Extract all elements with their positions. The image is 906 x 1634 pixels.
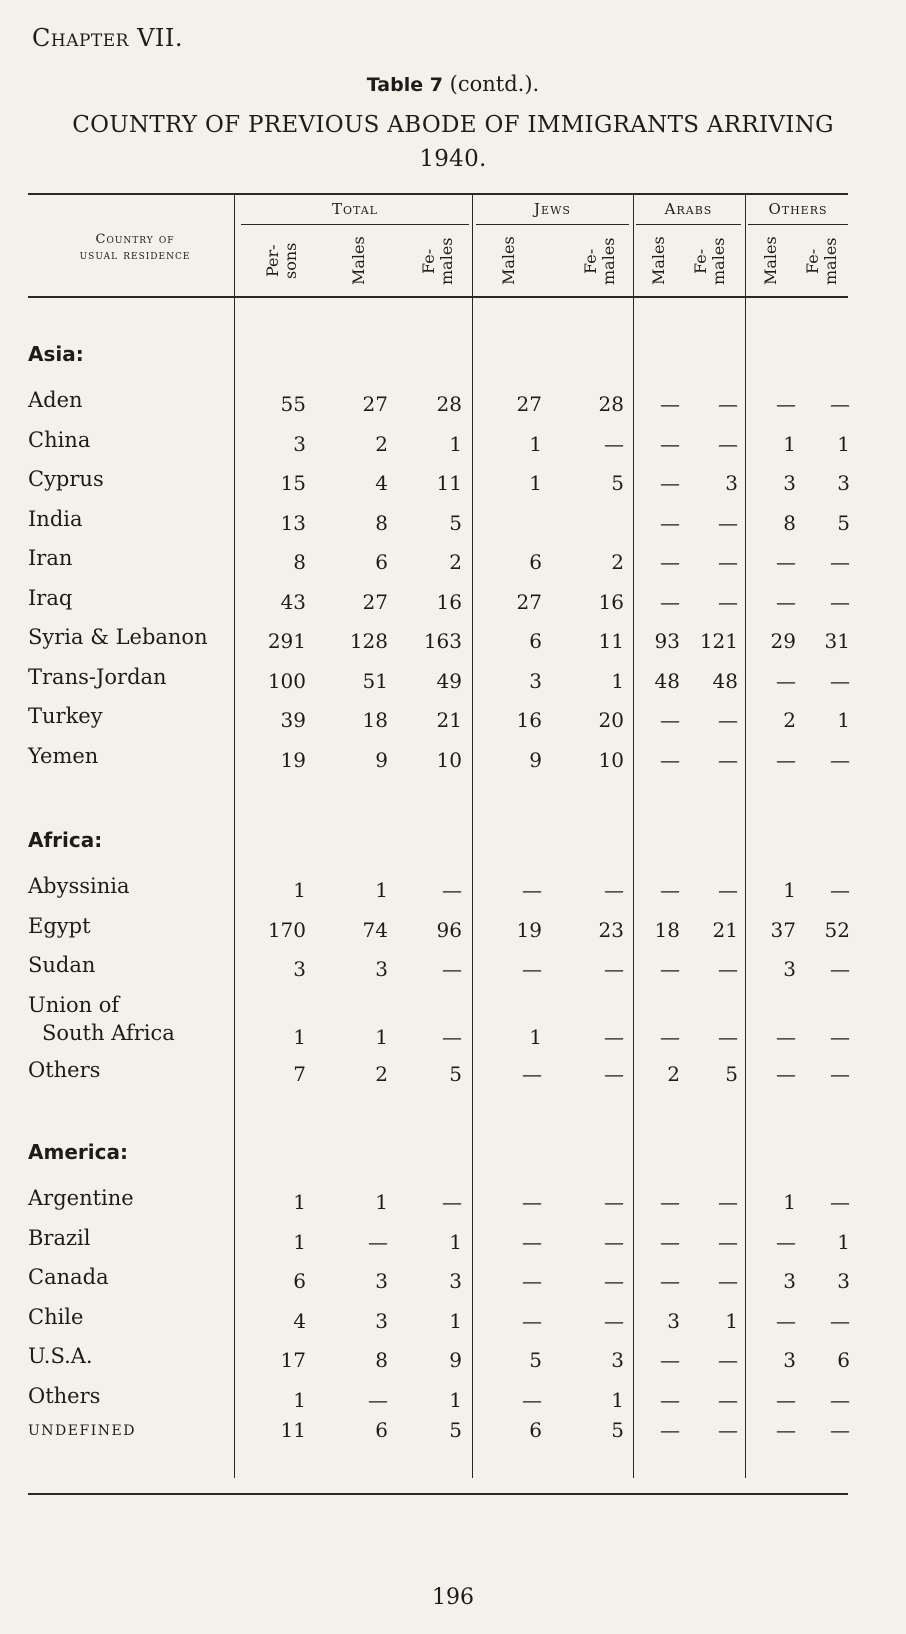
cell-persons: 1 xyxy=(293,1024,306,1049)
cell-total-males: 6 xyxy=(375,550,388,574)
cell-total-males: 2 xyxy=(375,1061,388,1086)
cell-arabs-females: — xyxy=(718,431,738,456)
cell-persons: 39 xyxy=(280,708,306,732)
cell-jews-males: 1 xyxy=(529,471,542,495)
cell-arabs-males: — xyxy=(660,1418,680,1442)
cell-jews-males: 9 xyxy=(529,747,542,772)
column-divider-jews xyxy=(472,195,473,1478)
cell-persons: 170 xyxy=(267,917,306,942)
group-header-total: Total xyxy=(331,200,378,218)
row-label: Trans-Jordan xyxy=(28,664,167,689)
cell-total-males: 27 xyxy=(362,589,388,614)
cell-total-females: 5 xyxy=(449,510,462,535)
cell-total-females: 2 xyxy=(449,550,462,574)
cell-others-females: 1 xyxy=(837,1229,850,1254)
table-top-rule xyxy=(28,193,848,195)
cell-jews-females: 28 xyxy=(598,392,624,416)
col-arabs-males: Males xyxy=(649,236,668,286)
cell-jews-females: 1 xyxy=(611,1387,624,1412)
cell-others-females: — xyxy=(830,1024,850,1049)
country-header-line-1: Country of xyxy=(95,232,175,247)
cell-jews-males: 16 xyxy=(516,708,542,732)
cell-total-males: 8 xyxy=(375,510,388,535)
cell-arabs-females: 5 xyxy=(725,1061,738,1086)
cell-arabs-females: — xyxy=(718,550,738,574)
cell-arabs-males: — xyxy=(660,1024,680,1049)
cell-jews-males: — xyxy=(522,957,542,981)
cell-jews-males: — xyxy=(522,1229,542,1254)
cell-others-females: — xyxy=(830,1190,850,1214)
cell-persons: 11 xyxy=(280,1418,306,1442)
cell-total-males: 1 xyxy=(375,1190,388,1214)
cell-jews-males: 27 xyxy=(516,392,542,416)
col-total-females xyxy=(420,232,460,290)
cell-others-females: 5 xyxy=(837,510,850,535)
group-header-jews: Jews xyxy=(534,200,571,218)
column-divider-country xyxy=(234,195,235,1478)
cell-persons: 1 xyxy=(293,1190,306,1214)
cell-persons: 1 xyxy=(293,1229,306,1254)
row-label: Chile xyxy=(28,1304,84,1329)
cell-arabs-males: — xyxy=(660,1229,680,1254)
header-bottom-rule xyxy=(28,296,848,298)
cell-arabs-males: — xyxy=(660,392,680,416)
cell-jews-females: — xyxy=(604,957,624,981)
row-label: Iran xyxy=(28,546,73,570)
col-jews-females-line-1: Fe- xyxy=(581,248,600,274)
cell-jews-males: 1 xyxy=(529,431,542,456)
cell-others-males: — xyxy=(776,550,796,574)
cell-others-males: — xyxy=(776,1418,796,1442)
cell-persons: 6 xyxy=(293,1269,306,1293)
cell-total-females: 9 xyxy=(449,1348,462,1372)
group-header-underline-arabs xyxy=(636,224,741,225)
cell-total-males: 1 xyxy=(375,878,388,902)
cell-arabs-males: 18 xyxy=(654,917,680,942)
cell-persons: 291 xyxy=(267,629,306,653)
cell-jews-males: — xyxy=(522,1190,542,1214)
row-label: India xyxy=(28,506,83,531)
cell-jews-females: 11 xyxy=(598,629,624,653)
cell-persons: 1 xyxy=(293,1387,306,1412)
row-label: Syria & Lebanon xyxy=(28,625,208,649)
cell-jews-males: 6 xyxy=(529,550,542,574)
cell-others-males: 2 xyxy=(783,708,796,732)
cell-arabs-females: — xyxy=(718,747,738,772)
cell-total-males: 2 xyxy=(375,431,388,456)
group-header-arabs: Arabs xyxy=(664,200,713,218)
cell-others-males: 3 xyxy=(783,1348,796,1372)
section-heading: Africa: xyxy=(28,828,103,852)
cell-total-females: 49 xyxy=(436,668,462,693)
table-label xyxy=(0,72,906,96)
cell-persons: 15 xyxy=(280,471,306,495)
cell-arabs-males: — xyxy=(660,510,680,535)
cell-others-females: — xyxy=(830,1308,850,1333)
cell-jews-females: — xyxy=(604,431,624,456)
cell-arabs-males: — xyxy=(660,431,680,456)
cell-persons: 13 xyxy=(280,510,306,535)
cell-arabs-females: — xyxy=(718,589,738,614)
cell-jews-males: 27 xyxy=(516,589,542,614)
cell-arabs-males: — xyxy=(660,747,680,772)
cell-jews-females: 10 xyxy=(598,747,624,772)
cell-others-males: 3 xyxy=(783,957,796,981)
cell-total-females: 1 xyxy=(449,1308,462,1333)
cell-total-females: 28 xyxy=(436,392,462,416)
group-header-underline-others xyxy=(748,224,848,225)
cell-persons: 8 xyxy=(293,550,306,574)
cell-jews-males: 19 xyxy=(516,917,542,942)
page-number: 196 xyxy=(432,1585,474,1610)
cell-persons: 55 xyxy=(280,392,306,416)
col-arabs-females xyxy=(692,232,732,290)
cell-arabs-males: — xyxy=(660,878,680,902)
row-label: Brazil xyxy=(28,1225,91,1250)
cell-others-females: 1 xyxy=(837,431,850,456)
cell-jews-males: — xyxy=(522,1308,542,1333)
cell-total-males: 8 xyxy=(375,1348,388,1372)
cell-others-males: 29 xyxy=(770,629,796,653)
cell-others-males: — xyxy=(776,589,796,614)
cell-total-females: 1 xyxy=(449,1387,462,1412)
cell-total-males: — xyxy=(368,1229,388,1254)
row-label: U.S.A. xyxy=(28,1344,93,1368)
cell-others-males: 3 xyxy=(783,471,796,495)
cell-others-males: — xyxy=(776,392,796,416)
cell-total-females: — xyxy=(442,1190,462,1214)
row-label: Argentine xyxy=(28,1186,134,1210)
row-label: Sudan xyxy=(28,953,96,977)
cell-total-males: 128 xyxy=(349,629,388,653)
cell-arabs-females: — xyxy=(718,1024,738,1049)
cell-others-females: 52 xyxy=(824,917,850,942)
cell-persons: 4 xyxy=(293,1308,306,1333)
cell-arabs-females: 3 xyxy=(725,471,738,495)
cell-arabs-females: — xyxy=(718,1229,738,1254)
cell-others-females: 6 xyxy=(837,1348,850,1372)
cell-arabs-females: — xyxy=(718,392,738,416)
cell-total-males: 51 xyxy=(362,668,388,693)
cell-jews-females: 5 xyxy=(611,1418,624,1442)
cell-jews-females: — xyxy=(604,878,624,902)
section-heading: America: xyxy=(28,1140,128,1164)
row-label: Aden xyxy=(28,388,83,412)
cell-others-females: — xyxy=(830,550,850,574)
cell-jews-females: — xyxy=(604,1024,624,1049)
cell-total-males: 74 xyxy=(362,917,388,942)
cell-total-males: 4 xyxy=(375,471,388,495)
row-label: Iraq xyxy=(28,585,73,610)
cell-jews-males: 1 xyxy=(529,1024,542,1049)
cell-jews-males: 6 xyxy=(529,629,542,653)
cell-arabs-males: — xyxy=(660,957,680,981)
cell-total-females: — xyxy=(442,957,462,981)
col-total-females-line-1: Fe- xyxy=(419,248,438,274)
cell-persons: 17 xyxy=(280,1348,306,1372)
cell-total-males: 9 xyxy=(375,747,388,772)
table-bottom-rule xyxy=(28,1493,848,1495)
cell-total-females: 21 xyxy=(436,708,462,732)
cell-others-males: 3 xyxy=(783,1269,796,1293)
cell-others-females: — xyxy=(830,957,850,981)
cell-others-males: 37 xyxy=(770,917,796,942)
cell-arabs-males: — xyxy=(660,550,680,574)
cell-total-females: 16 xyxy=(436,589,462,614)
cell-arabs-males: — xyxy=(660,589,680,614)
cell-others-males: — xyxy=(776,668,796,693)
cell-jews-females: 1 xyxy=(611,668,624,693)
cell-arabs-females: — xyxy=(718,878,738,902)
cell-total-females: 163 xyxy=(423,629,462,653)
cell-persons: 3 xyxy=(293,431,306,456)
cell-total-females: 11 xyxy=(436,471,462,495)
cell-arabs-males: 93 xyxy=(654,629,680,653)
col-jews-females-line-2: males xyxy=(599,237,618,285)
cell-others-males: — xyxy=(776,1308,796,1333)
row-label-continued: South Africa xyxy=(42,1020,175,1045)
cell-total-males: 3 xyxy=(375,1308,388,1333)
cell-others-males: 1 xyxy=(783,431,796,456)
cell-jews-males: 3 xyxy=(529,668,542,693)
cell-others-males: 1 xyxy=(783,1190,796,1214)
cell-jews-females: — xyxy=(604,1061,624,1086)
cell-arabs-females: 21 xyxy=(712,917,738,942)
cell-others-females: 3 xyxy=(837,1269,850,1293)
cell-jews-females: 5 xyxy=(611,471,624,495)
cell-persons: 3 xyxy=(293,957,306,981)
cell-jews-females: — xyxy=(604,1190,624,1214)
country-header-line-2: usual residence xyxy=(79,248,191,263)
cell-total-males: 27 xyxy=(362,392,388,416)
cell-total-males: 6 xyxy=(375,1418,388,1442)
col-arabs-females-line-2: males xyxy=(709,237,728,285)
cell-jews-females: 20 xyxy=(598,708,624,732)
group-header-others: Others xyxy=(768,200,828,218)
cell-total-females: 96 xyxy=(436,917,462,942)
col-others-females xyxy=(804,232,844,290)
cell-arabs-females: 1 xyxy=(725,1308,738,1333)
cell-arabs-females: — xyxy=(718,708,738,732)
cell-jews-males: — xyxy=(522,1387,542,1412)
cell-persons: 100 xyxy=(267,668,306,693)
cell-jews-males: 5 xyxy=(529,1348,542,1372)
cell-arabs-males: — xyxy=(660,708,680,732)
cell-arabs-males: — xyxy=(660,1387,680,1412)
col-others-females-line-2: males xyxy=(821,237,840,285)
cell-others-males: 8 xyxy=(783,510,796,535)
cell-total-females: — xyxy=(442,878,462,902)
cell-total-males: 3 xyxy=(375,1269,388,1293)
cell-others-females: 3 xyxy=(837,471,850,495)
cell-total-males: 1 xyxy=(375,1024,388,1049)
table-title-line-1: COUNTRY OF PREVIOUS ABODE OF IMMIGRANTS ARRIVING xyxy=(72,112,834,138)
cell-total-males: 18 xyxy=(362,708,388,732)
cell-arabs-females: 48 xyxy=(712,668,738,693)
cell-arabs-males: — xyxy=(660,1269,680,1293)
cell-arabs-females: 121 xyxy=(699,629,738,653)
row-label: Cyprus xyxy=(28,467,104,491)
col-total-males: Males xyxy=(349,236,368,286)
cell-others-females: — xyxy=(830,747,850,772)
cell-others-females: — xyxy=(830,589,850,614)
row-label: Union of xyxy=(28,992,120,1017)
cell-arabs-males: — xyxy=(660,471,680,495)
cell-jews-females: — xyxy=(604,1308,624,1333)
cell-total-females: 5 xyxy=(449,1418,462,1442)
row-label: Canada xyxy=(28,1265,109,1289)
cell-persons: 7 xyxy=(293,1061,306,1086)
cell-others-males: — xyxy=(776,747,796,772)
cell-jews-males: 6 xyxy=(529,1418,542,1442)
cell-jews-females: 16 xyxy=(598,589,624,614)
cell-others-males: — xyxy=(776,1229,796,1254)
col-arabs-females-line-1: Fe- xyxy=(691,248,710,274)
row-label: Others xyxy=(28,1383,101,1408)
cell-others-females: 31 xyxy=(824,629,850,653)
cell-arabs-females: — xyxy=(718,510,738,535)
cell-arabs-males: 48 xyxy=(654,668,680,693)
table-title-line-2: 1940. xyxy=(419,146,487,172)
cell-others-females: — xyxy=(830,1061,850,1086)
col-others-females-line-1: Fe- xyxy=(803,248,822,274)
cell-jews-females: — xyxy=(604,1229,624,1254)
cell-others-females: — xyxy=(830,878,850,902)
row-label: Egypt xyxy=(28,913,91,938)
cell-others-females: — xyxy=(830,1418,850,1442)
cell-others-males: 1 xyxy=(783,878,796,902)
cell-total-females: 1 xyxy=(449,1229,462,1254)
cell-persons: 43 xyxy=(280,589,306,614)
col-persons xyxy=(264,232,304,290)
country-header xyxy=(40,232,230,264)
cell-total-males: 3 xyxy=(375,957,388,981)
col-persons-line-1: Per- xyxy=(263,244,282,278)
cell-persons: 1 xyxy=(293,878,306,902)
cell-jews-females: 23 xyxy=(598,917,624,942)
row-label: Others xyxy=(28,1057,101,1082)
cell-others-males: — xyxy=(776,1387,796,1412)
cell-others-females: 1 xyxy=(837,708,850,732)
cell-jews-males: — xyxy=(522,878,542,902)
cell-arabs-females: — xyxy=(718,1387,738,1412)
cell-others-females: — xyxy=(830,392,850,416)
cell-arabs-females: — xyxy=(718,1190,738,1214)
cell-arabs-males: 3 xyxy=(667,1308,680,1333)
cell-total-females: 3 xyxy=(449,1269,462,1293)
cell-total-females: 5 xyxy=(449,1061,462,1086)
col-jews-males: Males xyxy=(499,236,518,286)
col-persons-line-2: sons xyxy=(281,242,300,280)
row-label: Yemen xyxy=(28,743,99,768)
col-jews-females xyxy=(582,232,622,290)
row-label: China xyxy=(28,427,91,452)
group-header-underline-jews xyxy=(476,224,629,225)
cell-others-females: — xyxy=(830,668,850,693)
cell-total-females: — xyxy=(442,1024,462,1049)
cell-persons: 19 xyxy=(280,747,306,772)
cell-total-males: — xyxy=(368,1387,388,1412)
table-title xyxy=(0,108,906,176)
cell-arabs-females: — xyxy=(718,1348,738,1372)
chapter-heading: Chapter VII. xyxy=(32,24,184,52)
cell-arabs-females: — xyxy=(718,1418,738,1442)
cell-others-males: — xyxy=(776,1061,796,1086)
col-others-males: Males xyxy=(761,236,780,286)
cell-total-females: 10 xyxy=(436,747,462,772)
cell-arabs-males: 2 xyxy=(667,1061,680,1086)
cell-jews-females: — xyxy=(604,1269,624,1293)
cell-jews-males: — xyxy=(522,1061,542,1086)
cell-jews-females: 2 xyxy=(611,550,624,574)
cell-others-males: — xyxy=(776,1024,796,1049)
cell-jews-females: 3 xyxy=(611,1348,624,1372)
cell-arabs-females: — xyxy=(718,1269,738,1293)
cell-arabs-males: — xyxy=(660,1348,680,1372)
cell-arabs-males: — xyxy=(660,1190,680,1214)
cell-total-females: 1 xyxy=(449,431,462,456)
table-contd: (contd.). xyxy=(442,72,540,96)
section-heading: Asia: xyxy=(28,342,84,366)
cell-others-females: — xyxy=(830,1387,850,1412)
cell-jews-males: — xyxy=(522,1269,542,1293)
cell-arabs-females: — xyxy=(718,957,738,981)
row-label-undefined: UNDEFINED xyxy=(28,1423,136,1439)
row-label: Turkey xyxy=(28,704,103,728)
table-number: Table 7 xyxy=(366,74,443,96)
group-header-underline-total xyxy=(241,224,469,225)
row-label: Abyssinia xyxy=(28,874,130,898)
col-total-females-line-2: males xyxy=(437,237,456,285)
